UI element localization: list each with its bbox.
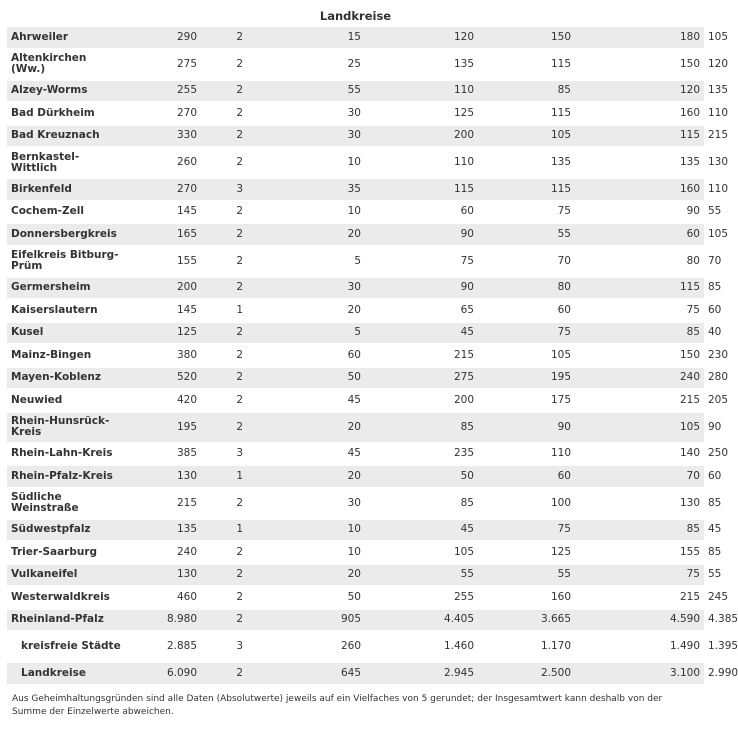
table-cell: 55 bbox=[478, 564, 575, 587]
table-cell: 130 bbox=[125, 564, 201, 587]
table-cell: 55 bbox=[365, 564, 478, 587]
table-cell: 30 bbox=[277, 102, 365, 125]
table-cell: 270 bbox=[125, 102, 201, 125]
table-row: Alzey-Worms 255 2 55 110 85 120 135 bbox=[7, 80, 704, 103]
row-label: Mayen-Koblenz bbox=[7, 367, 125, 390]
table-cell: 2 bbox=[201, 49, 277, 80]
table-cell: 2 bbox=[201, 277, 277, 300]
table-cell: 150 bbox=[478, 27, 575, 49]
table-cell: 2 bbox=[201, 27, 277, 49]
table-cell: 105 bbox=[478, 125, 575, 148]
table-cell: 195 bbox=[478, 367, 575, 390]
table-cell: 5 bbox=[277, 246, 365, 277]
table-cell: 2 bbox=[201, 586, 277, 609]
row-label: Alzey-Worms bbox=[7, 80, 125, 103]
table-cell: 145 bbox=[125, 201, 201, 224]
table-cell: 2 bbox=[201, 246, 277, 277]
table-cell: 275 bbox=[125, 49, 201, 80]
row-label: Landkreise bbox=[7, 662, 125, 685]
table-cell: 135 bbox=[478, 147, 575, 178]
table-row: Kusel 125 2 5 45 75 85 40 bbox=[7, 322, 704, 345]
row-label: Vulkaneifel bbox=[7, 564, 125, 587]
table-cell: 260 bbox=[125, 147, 201, 178]
table-cell: 1 bbox=[201, 465, 277, 488]
table-cell: 2 bbox=[201, 541, 277, 564]
table-row: Germersheim 200 2 30 90 80 115 85 bbox=[7, 277, 704, 300]
table-cell: 10 bbox=[277, 201, 365, 224]
table-cell: 30 bbox=[277, 277, 365, 300]
table-cell: 2 bbox=[201, 102, 277, 125]
row-label: Mainz-Bingen bbox=[7, 344, 125, 367]
table-cell: 3.665 bbox=[478, 609, 575, 632]
row-label: Rhein-Pfalz-Kreis bbox=[7, 465, 125, 488]
table-cell: 2 bbox=[201, 80, 277, 103]
table-cell: 180 bbox=[575, 27, 704, 49]
table-cell: 1.170 bbox=[478, 631, 575, 662]
table-cell: 240 bbox=[575, 367, 704, 390]
table-cell: 385 bbox=[125, 443, 201, 466]
table-cell: 30 bbox=[277, 488, 365, 519]
table-cell: 85 bbox=[575, 322, 704, 345]
table-cell: 135 bbox=[125, 519, 201, 542]
table-cell: 645 bbox=[277, 662, 365, 685]
row-label: Bernkastel-Wittlich bbox=[7, 147, 125, 178]
table-cell: 105 bbox=[575, 412, 704, 443]
table-cell: 110 bbox=[478, 443, 575, 466]
row-label: Bad Dürkheim bbox=[7, 102, 125, 125]
table-row: Rhein-Lahn-Kreis 385 3 45 235 110 140 250 bbox=[7, 443, 704, 466]
table-cell: 6.090 bbox=[125, 662, 201, 685]
table-cell: 85 bbox=[365, 412, 478, 443]
table-cell: 5 bbox=[277, 322, 365, 345]
table-cell: 3 bbox=[201, 178, 277, 201]
table-cell: 2 bbox=[201, 344, 277, 367]
table-cell: 15 bbox=[277, 27, 365, 49]
table-cell: 45 bbox=[277, 389, 365, 412]
table-row: Trier-Saarburg 240 2 10 105 125 155 85 bbox=[7, 541, 704, 564]
table-cell: 2.500 bbox=[478, 662, 575, 685]
table-cell: 90 bbox=[365, 277, 478, 300]
table-cell: 20 bbox=[277, 465, 365, 488]
table-row: kreisfreie Städte 2.885 3 260 1.460 1.170 1.490 1.395 bbox=[7, 631, 704, 662]
table-cell: 215 bbox=[575, 389, 704, 412]
landkreise-table bbox=[7, 27, 738, 686]
table-cell: 215 bbox=[125, 488, 201, 519]
row-label: Rhein-Lahn-Kreis bbox=[7, 443, 125, 466]
table-cell: 110 bbox=[365, 80, 478, 103]
table-cell: 60 bbox=[365, 201, 478, 224]
row-label: Birkenfeld bbox=[7, 178, 125, 201]
table-cell: 200 bbox=[125, 277, 201, 300]
table-cell: 160 bbox=[575, 178, 704, 201]
row-label: Trier-Saarburg bbox=[7, 541, 125, 564]
table-cell: 50 bbox=[277, 367, 365, 390]
table-cell: 200 bbox=[365, 389, 478, 412]
row-label: Südliche Weinstraße bbox=[7, 488, 125, 519]
table-cell: 2 bbox=[201, 389, 277, 412]
table-row: Rhein-Pfalz-Kreis 130 1 20 50 60 70 60 bbox=[7, 465, 704, 488]
row-label: Rhein-Hunsrück-Kreis bbox=[7, 412, 125, 443]
table-cell: 1 bbox=[201, 299, 277, 322]
row-label: Südwestpfalz bbox=[7, 519, 125, 542]
table-cell: 10 bbox=[277, 541, 365, 564]
row-label: Eifelkreis Bitburg-Prüm bbox=[7, 246, 125, 277]
table-cell: 175 bbox=[478, 389, 575, 412]
table-cell: 25 bbox=[277, 49, 365, 80]
table-cell: 255 bbox=[365, 586, 478, 609]
table-cell: 10 bbox=[277, 147, 365, 178]
table-cell: 200 bbox=[365, 125, 478, 148]
table-cell: 130 bbox=[575, 488, 704, 519]
row-label: Westerwaldkreis bbox=[7, 586, 125, 609]
table-row: Bernkastel-Wittlich 260 2 10 110 135 135 130 bbox=[7, 147, 704, 178]
table-cell: 1 bbox=[201, 519, 277, 542]
table-cell: 60 bbox=[478, 465, 575, 488]
table-cell: 155 bbox=[575, 541, 704, 564]
table-cell: 905 bbox=[277, 609, 365, 632]
table-cell: 160 bbox=[478, 586, 575, 609]
table-cell: 105 bbox=[478, 344, 575, 367]
table-cell: 55 bbox=[478, 223, 575, 246]
table-cell: 60 bbox=[277, 344, 365, 367]
table-cell: 135 bbox=[575, 147, 704, 178]
row-label: Bad Kreuznach bbox=[7, 125, 125, 148]
table-row: Altenkirchen (Ww.) 275 2 25 135 115 150 120 bbox=[7, 49, 704, 80]
table-cell: 3 bbox=[201, 631, 277, 662]
table-cell: 60 bbox=[575, 223, 704, 246]
table-cell: 45 bbox=[365, 519, 478, 542]
table-cell: 10 bbox=[277, 519, 365, 542]
table-row: Bad Kreuznach 330 2 30 200 105 115 215 bbox=[7, 125, 704, 148]
table-cell: 330 bbox=[125, 125, 201, 148]
table-cell: 20 bbox=[277, 564, 365, 587]
table-cell: 145 bbox=[125, 299, 201, 322]
table-row: Rheinland-Pfalz 8.980 2 905 4.405 3.665 4.590 4.385 bbox=[7, 609, 704, 632]
table-row: Bad Dürkheim 270 2 30 125 115 160 110 bbox=[7, 102, 704, 125]
table-cell: 35 bbox=[277, 178, 365, 201]
table-caption: Landkreise bbox=[319, 9, 392, 23]
table-cell: 155 bbox=[125, 246, 201, 277]
table-cell: 2 bbox=[201, 662, 277, 685]
table-cell: 270 bbox=[125, 178, 201, 201]
table-cell: 90 bbox=[365, 223, 478, 246]
table-cell: 2 bbox=[201, 609, 277, 632]
row-label: Ahrweiler bbox=[7, 27, 125, 49]
table-cell: 85 bbox=[575, 519, 704, 542]
table-row: Cochem-Zell 145 2 10 60 75 90 55 bbox=[7, 201, 704, 224]
table-cell: 460 bbox=[125, 586, 201, 609]
row-label: Rheinland-Pfalz bbox=[7, 609, 125, 632]
table-cell: 2 bbox=[201, 412, 277, 443]
table-cell: 2 bbox=[201, 564, 277, 587]
table-cell: 260 bbox=[277, 631, 365, 662]
row-label: kreisfreie Städte bbox=[7, 631, 125, 662]
table-cell: 215 bbox=[365, 344, 478, 367]
table-body bbox=[7, 27, 738, 685]
table-cell: 125 bbox=[365, 102, 478, 125]
table-row: Landkreise 6.090 2 645 2.945 2.500 3.100 2.990 bbox=[7, 662, 704, 685]
table-cell: 75 bbox=[575, 299, 704, 322]
table-cell: 120 bbox=[365, 27, 478, 49]
table-row: Mainz-Bingen 380 2 60 215 105 150 230 bbox=[7, 344, 704, 367]
table-cell: 150 bbox=[575, 344, 704, 367]
table-cell: 115 bbox=[575, 277, 704, 300]
table-cell: 2 bbox=[201, 223, 277, 246]
row-label: Altenkirchen (Ww.) bbox=[7, 49, 125, 80]
table-row: Birkenfeld 270 3 35 115 115 160 110 bbox=[7, 178, 704, 201]
row-label: Cochem-Zell bbox=[7, 201, 125, 224]
table-cell: 150 bbox=[575, 49, 704, 80]
data-table-panel bbox=[7, 5, 738, 719]
row-label: Neuwied bbox=[7, 389, 125, 412]
table-cell: 125 bbox=[125, 322, 201, 345]
table-cell: 115 bbox=[478, 49, 575, 80]
table-cell: 115 bbox=[478, 178, 575, 201]
table-row: Rhein-Hunsrück-Kreis 195 2 20 85 90 105 90 bbox=[7, 412, 704, 443]
table-cell: 160 bbox=[575, 102, 704, 125]
table-cell: 75 bbox=[478, 519, 575, 542]
table-cell: 80 bbox=[575, 246, 704, 277]
row-label: Germersheim bbox=[7, 277, 125, 300]
table-cell: 2.945 bbox=[365, 662, 478, 685]
table-cell: 275 bbox=[365, 367, 478, 390]
table-row: Kaiserslautern 145 1 20 65 60 75 60 bbox=[7, 299, 704, 322]
table-cell: 125 bbox=[478, 541, 575, 564]
table-row: Ahrweiler 290 2 15 120 150 180 105 bbox=[7, 27, 704, 49]
table-cell: 215 bbox=[575, 586, 704, 609]
table-row: Vulkaneifel 130 2 20 55 55 75 55 bbox=[7, 564, 704, 587]
table-cell: 70 bbox=[575, 465, 704, 488]
table-cell: 70 bbox=[478, 246, 575, 277]
table-cell: 3.100 bbox=[575, 662, 704, 685]
table-cell: 45 bbox=[365, 322, 478, 345]
table-row: Mayen-Koblenz 520 2 50 275 195 240 280 bbox=[7, 367, 704, 390]
table-cell: 195 bbox=[125, 412, 201, 443]
table-cell: 20 bbox=[277, 412, 365, 443]
table-cell: 2 bbox=[201, 125, 277, 148]
table-cell: 4.405 bbox=[365, 609, 478, 632]
table-cell: 50 bbox=[277, 586, 365, 609]
table-cell: 75 bbox=[478, 201, 575, 224]
table-cell: 30 bbox=[277, 125, 365, 148]
footnote: Aus Geheimhaltungsgründen sind alle Daten (Absolutwerte) jeweils auf ein Vielfaches von 5 gerundet; der Insgesamtwert kann deshalb von der Summe der Einzelwerte abweichen. bbox=[12, 693, 663, 717]
table-cell: 2 bbox=[201, 201, 277, 224]
table-cell: 65 bbox=[365, 299, 478, 322]
table-cell: 100 bbox=[478, 488, 575, 519]
table-cell: 80 bbox=[478, 277, 575, 300]
table-cell: 60 bbox=[478, 299, 575, 322]
table-cell: 290 bbox=[125, 27, 201, 49]
table-cell: 2 bbox=[201, 367, 277, 390]
table-cell: 380 bbox=[125, 344, 201, 367]
table-cell: 2 bbox=[201, 147, 277, 178]
table-cell: 3 bbox=[201, 443, 277, 466]
table-row: Eifelkreis Bitburg-Prüm 155 2 5 75 70 80 70 bbox=[7, 246, 704, 277]
table-cell: 75 bbox=[478, 322, 575, 345]
table-cell: 85 bbox=[478, 80, 575, 103]
row-label: Kusel bbox=[7, 322, 125, 345]
table-cell: 115 bbox=[575, 125, 704, 148]
table-cell: 165 bbox=[125, 223, 201, 246]
table-cell: 420 bbox=[125, 389, 201, 412]
table-cell: 2 bbox=[201, 322, 277, 345]
table-cell: 110 bbox=[365, 147, 478, 178]
table-cell: 255 bbox=[125, 80, 201, 103]
table-row: Westerwaldkreis 460 2 50 255 160 215 245 bbox=[7, 586, 704, 609]
table-cell: 45 bbox=[277, 443, 365, 466]
table-cell: 4.590 bbox=[575, 609, 704, 632]
table-cell: 50 bbox=[365, 465, 478, 488]
table-cell: 140 bbox=[575, 443, 704, 466]
table-cell: 235 bbox=[365, 443, 478, 466]
table-row: Neuwied 420 2 45 200 175 215 205 bbox=[7, 389, 704, 412]
table-cell: 1.460 bbox=[365, 631, 478, 662]
table-cell: 90 bbox=[478, 412, 575, 443]
table-cell: 135 bbox=[365, 49, 478, 80]
table-cell: 115 bbox=[365, 178, 478, 201]
table-row: Südliche Weinstraße 215 2 30 85 100 130 85 bbox=[7, 488, 704, 519]
table-row: Südwestpfalz 135 1 10 45 75 85 45 bbox=[7, 519, 704, 542]
table-cell: 8.980 bbox=[125, 609, 201, 632]
table-cell: 2 bbox=[201, 488, 277, 519]
table-cell: 75 bbox=[575, 564, 704, 587]
row-label: Kaiserslautern bbox=[7, 299, 125, 322]
table-cell: 1.490 bbox=[575, 631, 704, 662]
table-cell: 85 bbox=[365, 488, 478, 519]
table-cell: 115 bbox=[478, 102, 575, 125]
table-cell: 130 bbox=[125, 465, 201, 488]
table-cell: 120 bbox=[575, 80, 704, 103]
table-row: Donnersbergkreis 165 2 20 90 55 60 105 bbox=[7, 223, 704, 246]
table-cell: 520 bbox=[125, 367, 201, 390]
table-cell: 55 bbox=[277, 80, 365, 103]
row-label: Donnersbergkreis bbox=[7, 223, 125, 246]
table-cell: 20 bbox=[277, 223, 365, 246]
table-cell: 105 bbox=[365, 541, 478, 564]
table-cell: 75 bbox=[365, 246, 478, 277]
table-cell: 2.885 bbox=[125, 631, 201, 662]
table-cell: 90 bbox=[575, 201, 704, 224]
table-cell: 20 bbox=[277, 299, 365, 322]
table-cell: 240 bbox=[125, 541, 201, 564]
